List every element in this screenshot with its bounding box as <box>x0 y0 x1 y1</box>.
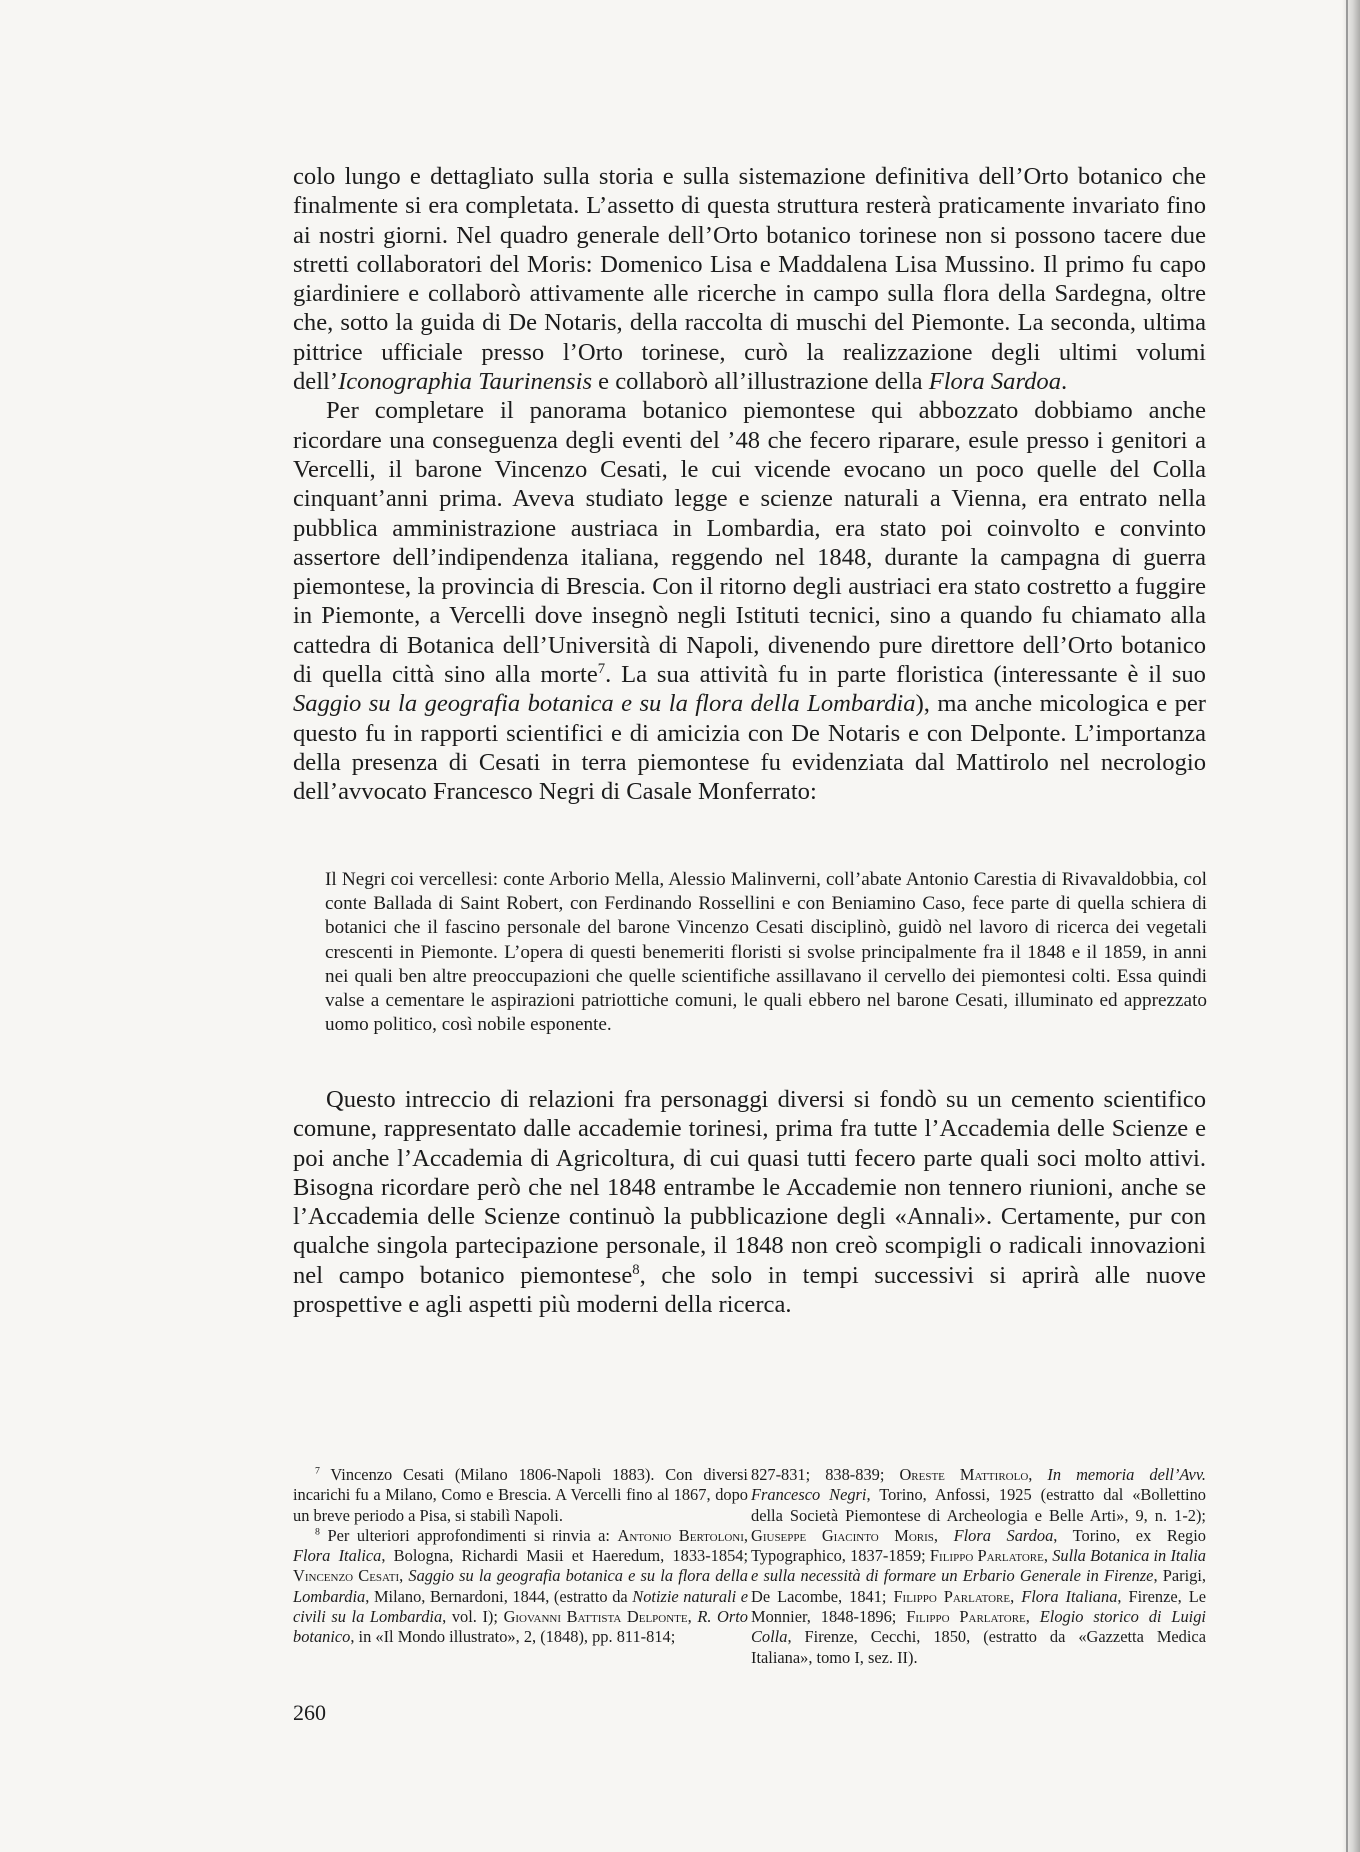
main-text-bottom <box>293 1085 1206 1319</box>
footnote-7 <box>293 1465 748 1526</box>
author-name: Filippo Parlatore <box>893 1586 1011 1606</box>
paragraph-cesati <box>293 396 1206 806</box>
text-run: . La sua attività fu in parte floristica (interessante è il suo <box>605 661 1206 689</box>
page-edge-shadow <box>1342 0 1360 1852</box>
text-run: , Parigi, De Lacombe, 1841; <box>751 1566 1206 1606</box>
italic-title: Flora Italiana <box>1021 1586 1118 1606</box>
footnotes <box>293 1465 1206 1668</box>
italic-title: Saggio su la geografia botanica e su la flora della Lombardia <box>293 690 916 718</box>
paragraph-orto-botanico <box>293 162 1206 396</box>
italic-title: Notizie naturali e civili su la Lombardia <box>293 1586 748 1627</box>
author-name: Antonio Bertoloni <box>617 1525 744 1545</box>
text-run: , Torino, Anfossi, 1925 (estratto dal «Bollettino della Società Piemontese di Archeologia e Belle Arti», 9, n. 1-2); <box>751 1485 1206 1525</box>
footnote-8 <box>293 1526 748 1648</box>
italic-title: Sulla Botanica in Italia e sulla necessità di formare un Erbario Generale in Firenze <box>751 1546 1206 1586</box>
text-run: , <box>1010 1586 1022 1606</box>
text-run: , <box>933 1525 954 1545</box>
text-run: , <box>1028 1465 1048 1484</box>
text-run: ), ma anche micologica e per questo fu in rapporti scientifici e di amicizia con De Notaris e con Delponte. L’importanza della presenza di Cesati in terra piemontese fu evidenziata dal Mattirolo nel necrologio dell’avvocato Francesco Negri di Casale Monferrato: <box>293 690 1206 806</box>
text-run: Per completare il panorama botanico piemontese qui abbozzato dobbiamo anche ricordare una conseguenza degli eventi del ’48 che fecero riparare, esule presso i genitori a Vercelli, il barone Vincenzo Cesati, le cui vicende evocano un poco quelle del Colla cinquant’anni prima. Aveva studiato legge e scienze naturali a Vienna, era entrato nella pubblica amministrazione austriaca in Lombardia, era stato poi coinvolto e convinto assertore dell’indipendenza italiana, reggendo nel 1848, durante la campagna di guerra piemontese, la provincia di Brescia. Con il ritorno degli austriaci era stato costretto a fuggire in Piemonte, a Vercelli dove insegnò negli Istituti tecnici, sino a quando fu chiamato alla cattedra di Botanica dell’Università di Napoli, divenendo pure direttore dell’Orto botanico di quella città sino alla morte <box>293 397 1206 689</box>
text-run: , Torino, ex Regio Typographico, 1837-1859; <box>751 1525 1207 1566</box>
text-run: Vincenzo Cesati (Milano 1806-Napoli 1883). Con diversi incarichi fu a Milano, Como e Brescia. A Vercelli fino al 1867, dopo un breve periodo a Pisa, si stabilì Napoli. <box>293 1465 748 1525</box>
footnote-8-continued <box>751 1465 1206 1668</box>
italic-title: Saggio su la geografia botanica e su la flora della Lombardia <box>293 1566 748 1606</box>
italic-title: Flora Sardoa <box>953 1525 1054 1545</box>
italic-title: Elogio storico di Luigi Colla <box>751 1607 1206 1647</box>
text-run: , Firenze, Cecchi, 1850, (estratto da «Gazzetta Medica Italiana», tomo I, sez. II). <box>751 1627 1206 1667</box>
author-name: Filippo Parlatore <box>906 1607 1026 1627</box>
paragraph-accademie <box>293 1085 1206 1319</box>
text-run: . <box>1061 368 1068 396</box>
author-name: Giuseppe Giacinto Moris <box>751 1525 934 1545</box>
italic-title: Flora Italica <box>293 1546 382 1566</box>
text-run: colo lungo e dettagliato sulla storia e sulla sistemazione definitiva dell’Orto botanico che finalmente si era completata. L’assetto di questa struttura resterà praticamente invariato fino ai nostri giorni. Nel quadro generale dell’Orto botanico torinese non si possono tacere due stretti collaboratori del Moris: Domenico Lisa e Maddalena Lisa Mussino. Il primo fu capo giardiniere e collaborò attivamente alle ricerche in campo sulla flora della Sardegna, oltre che, sotto la guida di De Notaris, della raccolta di muschi del Piemonte. La seconda, ultima pittrice ufficiale presso l’Orto torinese, curò la realizzazione degli ultimi volumi dell’ <box>293 163 1206 396</box>
italic-title: Iconographia Taurinensis <box>338 368 593 396</box>
footnote-ref: 8 <box>315 1526 320 1538</box>
quotation-mattirolo: Il Negri coi vercellesi: conte Arborio Mella, Alessio Malinverni, coll’abate Antonio Carestia di Rivavaldobbia, col conte Ballada di Saint Robert, con Ferdinando Rossellini e con Beniamino Caso, fece parte di quella schiera di botanici che il fascino personale del barone Vincenzo Cesati disciplinò, guidò nel lavoro di ricerca dei vegetali crescenti in Piemonte. L’opera di questi benemeriti floristi si svolse principalmente fra il 1848 e il 1859, in anni nei quali ben altre preoccupazioni che quelle scientifiche assillavano il cervello dei piemontesi colti. Essa quindi valse a cementare le aspirazioni patriottiche comuni, le quali ebbero nel barone Cesati, illuminato ed apprezzato uomo politico, così nobile esponente. <box>325 869 1207 1036</box>
author-name: Vincenzo Cesati <box>293 1566 400 1586</box>
footnote-ref: 7 <box>597 660 606 677</box>
author-name: Oreste Mattirolo <box>899 1465 1029 1484</box>
italic-title: Flora Sardoa <box>928 368 1061 396</box>
text-run: , in «Il Mondo illustrato», 2, (1848), pp. 811-814; <box>350 1627 676 1647</box>
page-number: 260 <box>293 1700 326 1725</box>
text-run: , vol. I); <box>442 1607 504 1627</box>
author-name: Giovanni Battista Delponte <box>503 1607 688 1627</box>
text-run: , Milano, Bernardoni, 1844, (estratto da <box>365 1586 633 1606</box>
footnotes-left-column <box>293 1465 748 1668</box>
text-run: , <box>399 1566 409 1586</box>
text-run: , <box>1025 1607 1040 1627</box>
main-text-top <box>293 162 1206 807</box>
text-run: e collaborò all’illustrazione della <box>592 368 929 396</box>
text-run: , Firenze, Le Monnier, 1848-1896; <box>751 1586 1206 1627</box>
text-run: Per ulteriori approfondimenti si rinvia a: <box>319 1525 618 1545</box>
author-name: Filippo Parlatore <box>929 1546 1044 1566</box>
italic-title: In memoria dell’Avv. Francesco Negri <box>751 1465 1206 1505</box>
footnote-ref: 8 <box>632 1261 640 1278</box>
footnote-ref: 7 <box>315 1465 320 1477</box>
italic-title: R. Orto botanico <box>293 1607 748 1647</box>
text-run: , <box>687 1607 698 1627</box>
text-run: , <box>743 1525 748 1545</box>
text-run: , Bologna, Richardi Masii et Haeredum, 1833-1854; <box>381 1546 749 1566</box>
footnotes-right-column <box>751 1465 1206 1668</box>
text-run: 827-831; 838-839; <box>751 1465 900 1484</box>
text-run: , che solo in tempi successivi si aprirà alle nuove prospettive e agli aspetti più moderni della ricerca. <box>293 1261 1206 1319</box>
page-edge-line <box>1346 0 1348 1852</box>
text-run: , <box>1043 1546 1053 1566</box>
text-run: Questo intreccio di relazioni fra personaggi diversi si fondò su un cemento scientifico comune, rappresentato dalle accademie torinesi, prima fra tutte l’Accademia delle Scienze e poi anche l’Accademia di Agricoltura, di cui quasi tutti fecero parte quali soci molto attivi. Bisogna ricordare però che nel 1848 entrambe le Accademie non tennero riunioni, anche se l’Accademia delle Scienze continuò la pubblicazione degli «Annali». Certamente, pur con qualche singola partecipazione personale, il 1848 non creò scompigli o radicali innovazioni nel campo botanico piemontese <box>293 1086 1206 1289</box>
